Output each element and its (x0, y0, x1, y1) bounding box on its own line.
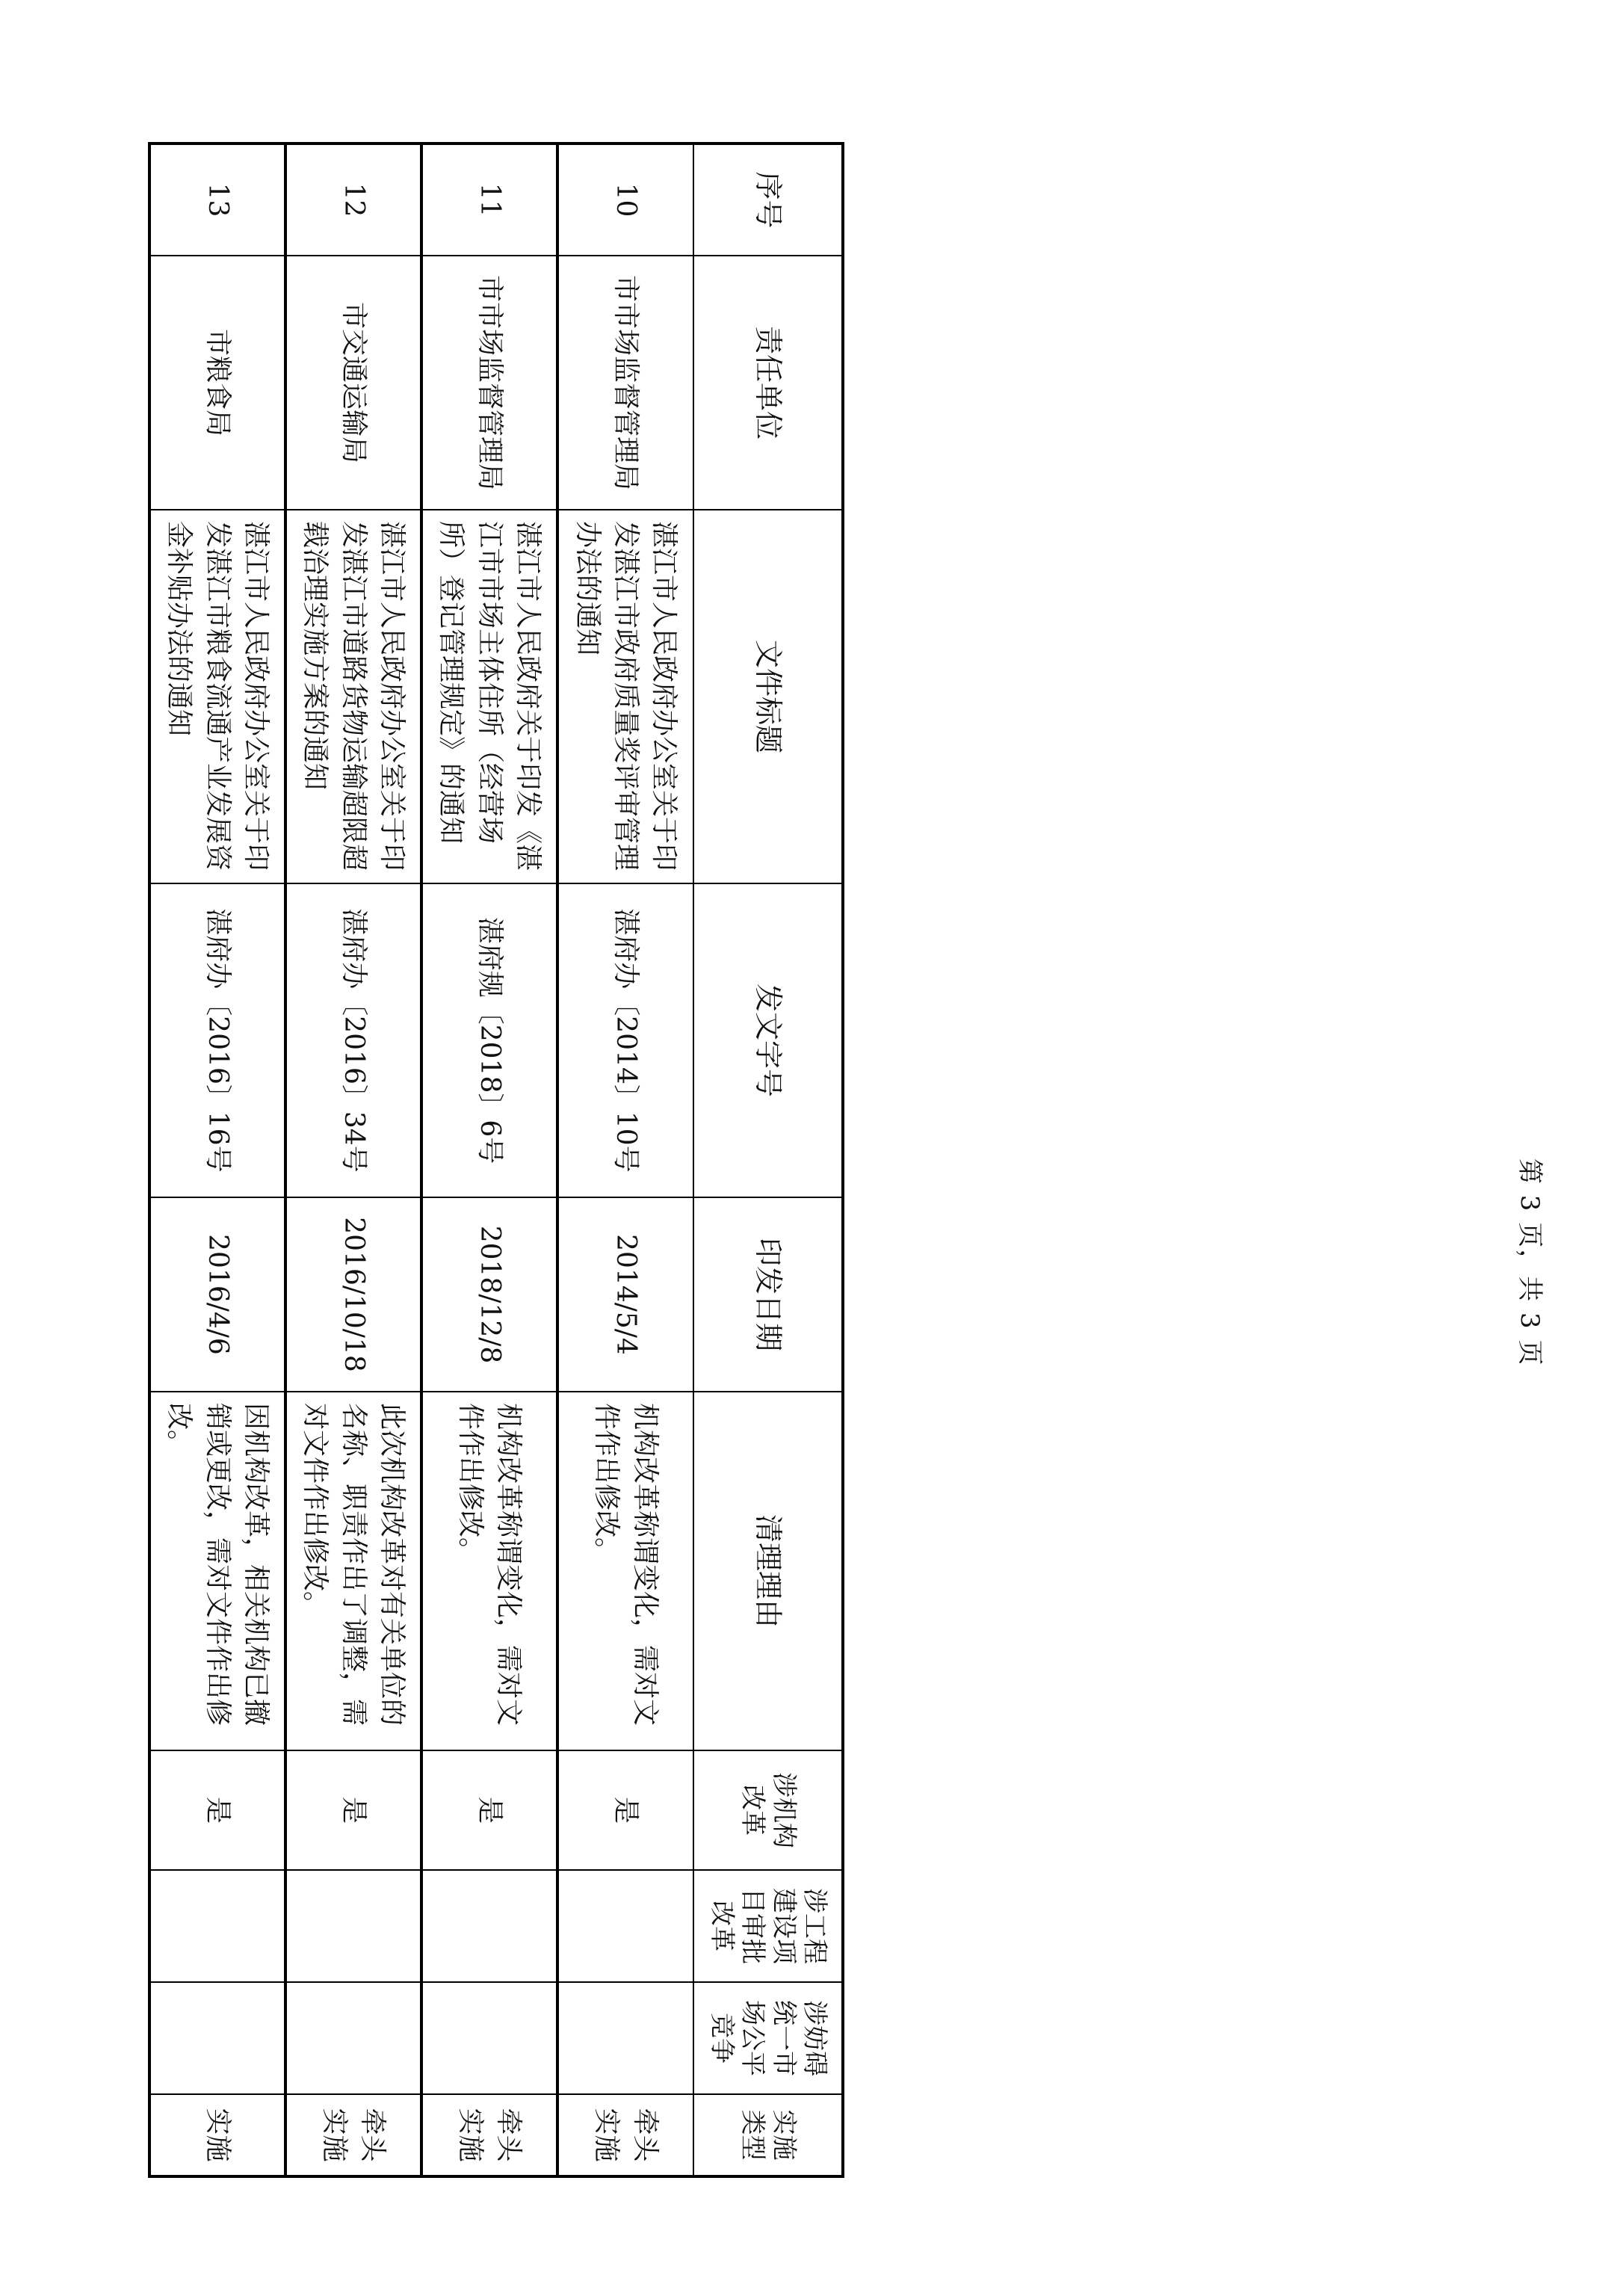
header-reason: 清理理由 (693, 1392, 843, 1750)
cell-date: 2014/5/4 (557, 1197, 693, 1392)
table-row (557, 144, 693, 2176)
cell-reason: 此次机构改革对有关单位的名称、职责作出了调整，需对文件作出修改。 (285, 1392, 421, 1750)
cell-org-reform: 是 (149, 1750, 285, 1870)
cell-seq: 10 (557, 144, 693, 256)
cell-market-comp (557, 1982, 693, 2094)
cell-impl-type: 实施 (149, 2094, 285, 2176)
table-row (285, 144, 421, 2176)
cell-impl-type: 牵头实施 (557, 2094, 693, 2176)
cell-market-comp (149, 1982, 285, 2094)
cell-title: 湛江市人民政府关于印发《湛江市市场主体住所（经营场所）登记管理规定》的通知 (421, 510, 557, 883)
header-impl-type: 实施类型 (693, 2094, 843, 2176)
cell-eng-approval (557, 1870, 693, 1982)
cell-unit: 市粮食局 (149, 256, 285, 510)
cell-seq: 13 (149, 144, 285, 256)
cell-eng-approval (149, 1870, 285, 1982)
document-page (149, 142, 844, 2175)
cell-eng-approval (421, 1870, 557, 1982)
page-footer: 第 3 页，共 3 页 (1515, 1158, 1545, 1367)
cell-date: 2016/10/18 (285, 1197, 421, 1392)
cell-unit: 市市场监督管理局 (557, 256, 693, 510)
header-date: 印发日期 (693, 1197, 843, 1392)
cell-date: 2018/12/8 (421, 1197, 557, 1392)
header-market-comp: 涉妨碍统一市场公平竞争 (693, 1982, 843, 2094)
cell-org-reform: 是 (421, 1750, 557, 1870)
header-eng-approval: 涉工程建设项目审批改革 (693, 1870, 843, 1982)
document-table (148, 142, 844, 2178)
cell-impl-type: 牵头实施 (421, 2094, 557, 2176)
header-title: 文件标题 (693, 510, 843, 883)
table-row (149, 144, 285, 2176)
cell-doc-no: 湛府办〔2016〕34号 (285, 883, 421, 1197)
cell-org-reform: 是 (285, 1750, 421, 1870)
cell-eng-approval (285, 1870, 421, 1982)
cell-reason: 机构改革称谓变化，需对文件作出修改。 (557, 1392, 693, 1750)
cell-title: 湛江市人民政府办公室关于印发湛江市政府质量奖评审管理办法的通知 (557, 510, 693, 883)
cell-market-comp (421, 1982, 557, 2094)
header-doc-no: 发文字号 (693, 883, 843, 1197)
cell-seq: 12 (285, 144, 421, 256)
cell-title: 湛江市人民政府办公室关于印发湛江市道路货物运输超限超载治理实施方案的通知 (285, 510, 421, 883)
header-seq: 序号 (693, 144, 843, 256)
cell-impl-type: 牵头实施 (285, 2094, 421, 2176)
table-row (421, 144, 557, 2176)
cell-doc-no: 湛府规〔2018〕6号 (421, 883, 557, 1197)
header-unit: 责任单位 (693, 256, 843, 510)
cell-date: 2016/4/6 (149, 1197, 285, 1392)
header-org-reform: 涉机构改革 (693, 1750, 843, 1870)
cell-reason: 机构改革称谓变化，需对文件作出修改。 (421, 1392, 557, 1750)
cell-reason: 因机构改革，相关机构已撤销或更改，需对文件作出修改。 (149, 1392, 285, 1750)
cell-market-comp (285, 1982, 421, 2094)
cell-unit: 市市场监督管理局 (421, 256, 557, 510)
cell-title: 湛江市人民政府办公室关于印发湛江市粮食流通产业发展资金补贴办法的通知 (149, 510, 285, 883)
cell-doc-no: 湛府办〔2016〕16号 (149, 883, 285, 1197)
cell-org-reform: 是 (557, 1750, 693, 1870)
cell-doc-no: 湛府办〔2014〕10号 (557, 883, 693, 1197)
table-header-row (693, 144, 843, 2176)
cell-unit: 市交通运输局 (285, 256, 421, 510)
cell-seq: 11 (421, 144, 557, 256)
